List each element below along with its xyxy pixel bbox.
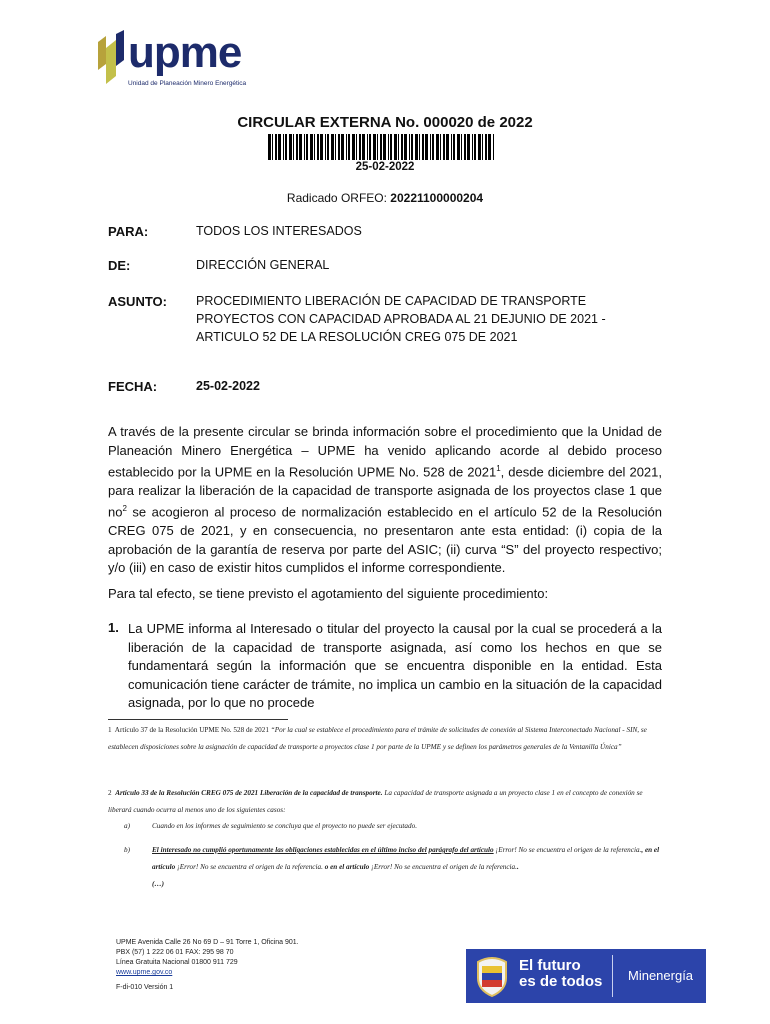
footnote-item-b-text xyxy=(152,842,664,893)
footnote-ellipsis: (…) xyxy=(152,880,164,888)
footer-toll-free: Línea Gratuita Nacional 01800 911 729 xyxy=(116,959,238,966)
coat-of-arms-icon xyxy=(472,954,512,998)
footnote-item-a-text: Cuando en los informes de seguimiento se concluya que el proyecto no puede ser ejecutado. xyxy=(152,822,418,830)
to-label: PARA: xyxy=(108,224,149,239)
circular-title: CIRCULAR EXTERNA No. 000020 de 2022 xyxy=(237,114,533,131)
footnote-2-heading: Artículo 33 de la Resolución CREG 075 de 2021 Liberación de la capacidad de transporte. xyxy=(115,789,383,797)
footnote-item-b-end: . xyxy=(516,863,519,871)
footnote-1-text: Artículo 37 de la Resolución UPME No. 528 de 2021 xyxy=(114,726,269,734)
footnote-item-b-label: b) xyxy=(124,846,130,854)
footer-phones: PBX (57) 1 222 06 01 FAX: 295 98 70 xyxy=(116,949,234,956)
footer-website-link[interactable]: www.upme.gov.co xyxy=(116,969,173,976)
banner-slogan-line-2: es de todos xyxy=(519,973,603,990)
logo-subtitle: Unidad de Planeación Minero Energética xyxy=(128,80,247,87)
banner-divider xyxy=(612,955,613,997)
procedure-intro: Para tal efecto, se tiene previsto el agotamiento del siguiente procedimiento: xyxy=(108,586,549,601)
footnote-item-b-error-2: ¡Error! No se encuentra el origen de la referencia. xyxy=(176,863,323,871)
footnote-1 xyxy=(108,722,664,756)
intro-text-c: se acogieron al proceso de normalización establecido en el artículo 52 de la Resolución CREG 075 de 2021, y en consecuencia, no presentaron ante esta entidad: (i) copia de la aprobación de la garantía de reserva por parte del ASIC; (ii) curva “S” del proyecto respectivo; y/o (iii) en caso de existir hitos cumplidos el informe correspondiente. xyxy=(108,504,662,576)
banner-slogan-line-1: El futuro xyxy=(519,957,581,974)
footnote-item-b-error-1: ¡Error! No se encuentra el origen de la referencia. xyxy=(495,846,642,854)
footer-address: UPME Avenida Calle 26 No 69 D – 91 Torre 1, Oficina 901. xyxy=(116,939,299,946)
radicado-number: 20221100000204 xyxy=(390,191,484,205)
banner-slogan xyxy=(519,958,602,990)
footnote-item-b-mid-2: o en el artículo xyxy=(324,863,370,871)
footnote-2-number: 2 xyxy=(108,789,112,797)
footer-form-code: F-di-010 Versión 1 xyxy=(116,984,174,991)
footnote-2 xyxy=(108,785,664,819)
intro-text-b: , desde diciembre del 2021, para realizar la liberación de la capacidad de transporte asignada de los proyectos clase 1 que no xyxy=(108,464,662,520)
footnote-item-b-mid-1: , en el artículo xyxy=(152,846,660,871)
banner-ministry: Minenergía xyxy=(628,968,694,983)
footnote-item-b-heading: El interesado no cumplió oportunamente las obligaciones establecidas en el último inciso del parágrafo del artículo xyxy=(152,846,494,854)
subject-label: ASUNTO: xyxy=(108,294,167,309)
logo-wordmark: upme xyxy=(128,28,242,77)
intro-text-a: A través de la presente circular se brinda información sobre el procedimiento que la Unidad de Planeación Minero Energética – UPME ha venido aplicando acorde al debido proceso establecido por la UPME en la Resolución UPME No. 528 de 2021 xyxy=(108,424,662,480)
from-value: DIRECCIÓN GENERAL xyxy=(196,258,330,272)
footnote-divider xyxy=(108,719,288,720)
radicado-line xyxy=(0,191,770,205)
footnote-2-text: La capacidad de transporte asignada a un proyecto clase 1 en el concepto de conexión se liberará cuando ocurra al menos uno de los siguientes casos: xyxy=(108,789,643,814)
footnote-1-number: 1 xyxy=(108,726,112,734)
footnote-item-b-error-3: ¡Error! No se encuentra el origen de la referencia. xyxy=(371,863,517,871)
from-label: DE: xyxy=(108,258,131,273)
date-label: FECHA: xyxy=(108,379,158,394)
date-value: 25-02-2022 xyxy=(196,379,260,393)
radicado-label: Radicado ORFEO: xyxy=(286,191,387,205)
list-item-text: La UPME informa al Interesado o titular del proyecto la causal por la cual se procederá a la liberación de la capacidad de transporte asignada, así como los hechos en que se fundamentará según la información que se encuentra disponible en la entidad. Esta comunicación tiene carácter de trámite, no implica un cambio en la situación de la capacidad asignada, por lo que no procede xyxy=(128,621,663,710)
footnote-1-quote: “Por la cual se establece el procedimiento para el trámite de solicitudes de conexión al Sistema Interconectado Nacional - SIN, se establecen disposiciones sobre la asignación de capacidad de transporte a proyectos clase 1 por parte de la UPME y se definen los parámetros generales de la Ventanilla Única” xyxy=(108,726,647,751)
subject-value: PROCEDIMIENTO LIBERACIÓN DE CAPACIDAD DE TRANSPORTE PROYECTOS CON CAPACIDAD APROBADA AL 21 DEJUNIO DE 2021 - ARTICULO 52 DE LA RESOLUCIÓN CREG 075 DE 2021 xyxy=(196,294,606,344)
to-value: TODOS LOS INTERESADOS xyxy=(196,224,362,238)
footnote-ref-1: 1 xyxy=(496,464,501,473)
list-item-number: 1. xyxy=(108,620,119,635)
barcode-icon xyxy=(268,134,494,160)
footnote-ref-2: 2 xyxy=(122,504,127,514)
circular-date: 25-02-2022 xyxy=(355,161,415,173)
footnote-item-a-label: a) xyxy=(124,822,130,830)
intro-paragraph xyxy=(108,423,662,578)
